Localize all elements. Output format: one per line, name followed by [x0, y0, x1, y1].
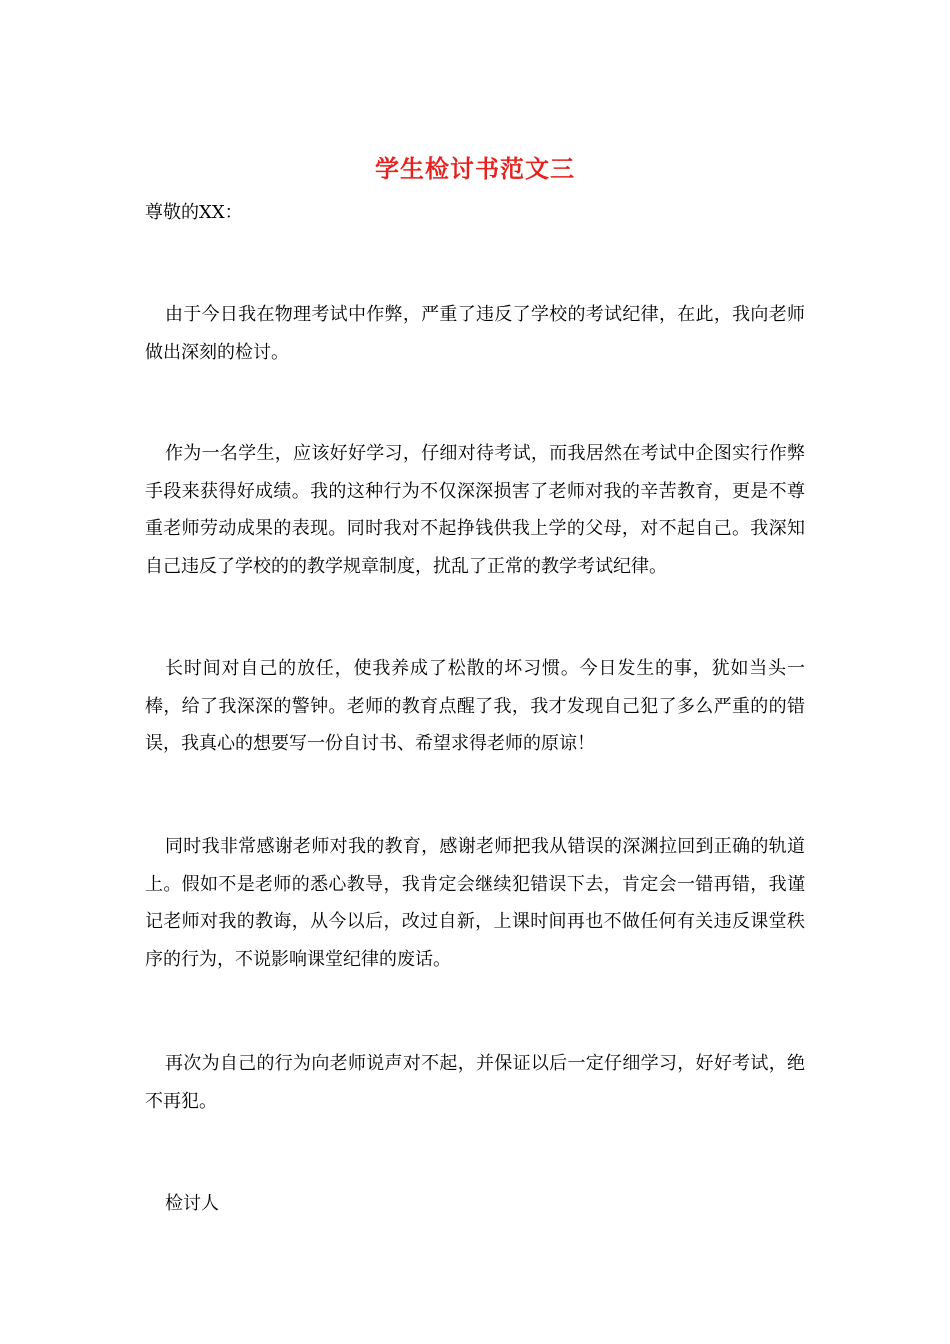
paragraph-2: 作为一名学生，应该好好学习，仔细对待考试，而我居然在考试中企图实行作弊手段来获得好成绩。我的这种行为不仅深深损害了老师对我的辛苦教育，更是不尊重老师劳动成果的表现。同时我对不起挣钱供我上学的父母，对不起自己。我深知自己违反了学校的的教学规章制度，扰乱了正常的教学考试纪律。: [145, 443, 805, 578]
paragraph-3: 长时间对自己的放任，使我养成了松散的坏习惯。今日发生的事，犹如当头一棒，给了我深深的警钟。老师的教育点醒了我，我才发现自己犯了多么严重的的错误，我真心的想要写一份自讨书、希望求得老师的原谅！: [145, 658, 805, 755]
paragraph-5: 再次为自己的行为向老师说声对不起，并保证以后一定仔细学习，好好考试，绝不再犯。: [145, 1053, 805, 1112]
salutation: 尊敬的XX：: [145, 202, 243, 223]
paragraph-1: 由于今日我在物理考试中作弊，严重了违反了学校的考试纪律，在此，我向老师做出深刻的检讨。: [145, 304, 805, 363]
document-title: 学生检讨书范文三: [375, 154, 575, 183]
signature-label: 检讨人: [165, 1193, 219, 1214]
paragraph-4: 同时我非常感谢老师对我的教育，感谢老师把我从错误的深渊拉回到正确的轨道上。假如不是老师的悉心教导，我肯定会继续犯错误下去，肯定会一错再错，我谨记老师对我的教诲，从今以后，改过自新，上课时间再也不做任何有关违反课堂秩序的行为，不说影响课堂纪律的废话。: [145, 836, 805, 971]
